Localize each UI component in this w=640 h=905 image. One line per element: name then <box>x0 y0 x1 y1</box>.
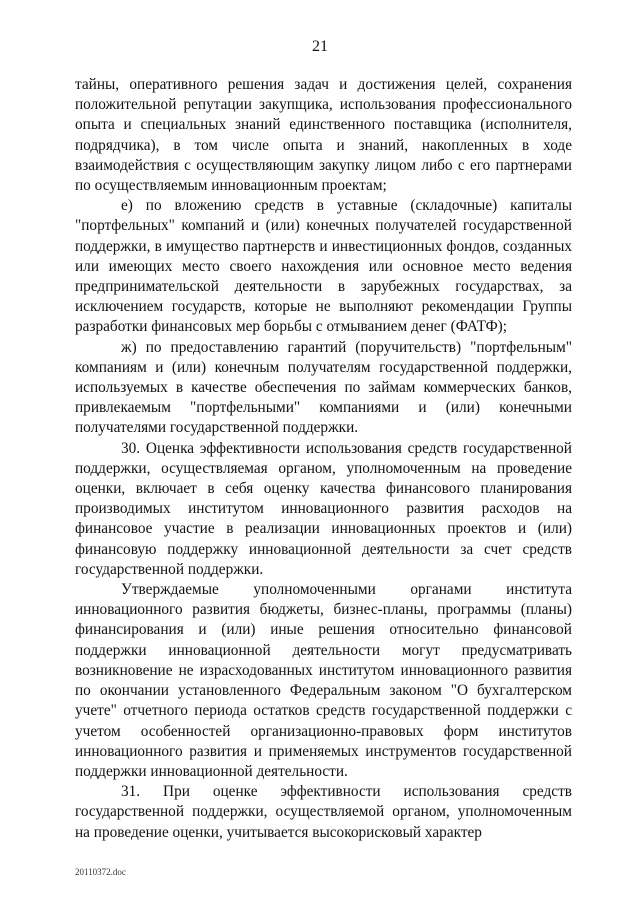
paragraph-item-e: е) по вложению средств в уставные (складочные) капиталы "портфельных" компаний и (или) конечных получателей государственной поддержки, в имущество партнерств и инвестиционных фондов, созданных или имеющих место своего нахождения или основное место ведения предпринимательской деятельности в зарубежных государствах, за исключением государств, которые не выполняют рекомендации Группы разработки финансовых мер борьбы с отмыванием денег (ФАТФ); <box>75 197 572 336</box>
paragraph-30-second: Утверждаемые уполномоченными органами института инновационного развития бюджеты, бизнес-планы, программы (планы) финансирования и (или) иные решения относительно финансовой поддержки инновационной деятельности могут предусматривать возникновение не израсходованных институтом инновационного развития по окончании установленного Федеральным законом "О бухгалтерском учете" отчетного периода остатков средств государственной поддержки с учетом особенностей организационно-правовых форм институтов инновационного развития и применяемых инструментов государственной поддержки инновационной деятельности. <box>75 581 572 780</box>
paragraph-31: 31. При оценке эффективности использования средств государственной поддержки, осуществляемой органом, уполномоченным на проведение оценки, учитывается высокорисковый характер <box>75 783 572 841</box>
footer-filename: 20110372.doc <box>75 867 126 877</box>
paragraph-30: 30. Оценка эффективности использования средств государственной поддержки, осуществляемая органом, уполномоченным на проведение оценки, включает в себя оценку качества финансового планирования производимых институтом инновационного развития расходов на финансовое участие в реализации инновационных проектов и (или) финансовую поддержку инновационной деятельности за счет средств государственной поддержки. <box>75 439 572 578</box>
document-body <box>75 75 572 843</box>
paragraph-item-zh: ж) по предоставлению гарантий (поручительств) "портфельным" компаниям и (или) конечным получателям государственной поддержки, используемых в качестве обеспечения по займам коммерческих банков, привлекаемым "портфельными" компаниями и (или) конечными получателями государственной поддержки. <box>75 338 572 437</box>
paragraph-continuation: тайны, оперативного решения задач и достижения целей, сохранения положительной репутации закупщика, использования профессионального опыта и специальных знаний единственного поставщика (исполнителя, подрядчика), в том числе опыта и знаний, накопленных в ходе взаимодействия с осуществляющим закупку лицом либо с его партнерами по осуществляемым инновационным проектам; <box>75 76 572 195</box>
page-number: 21 <box>312 38 328 55</box>
